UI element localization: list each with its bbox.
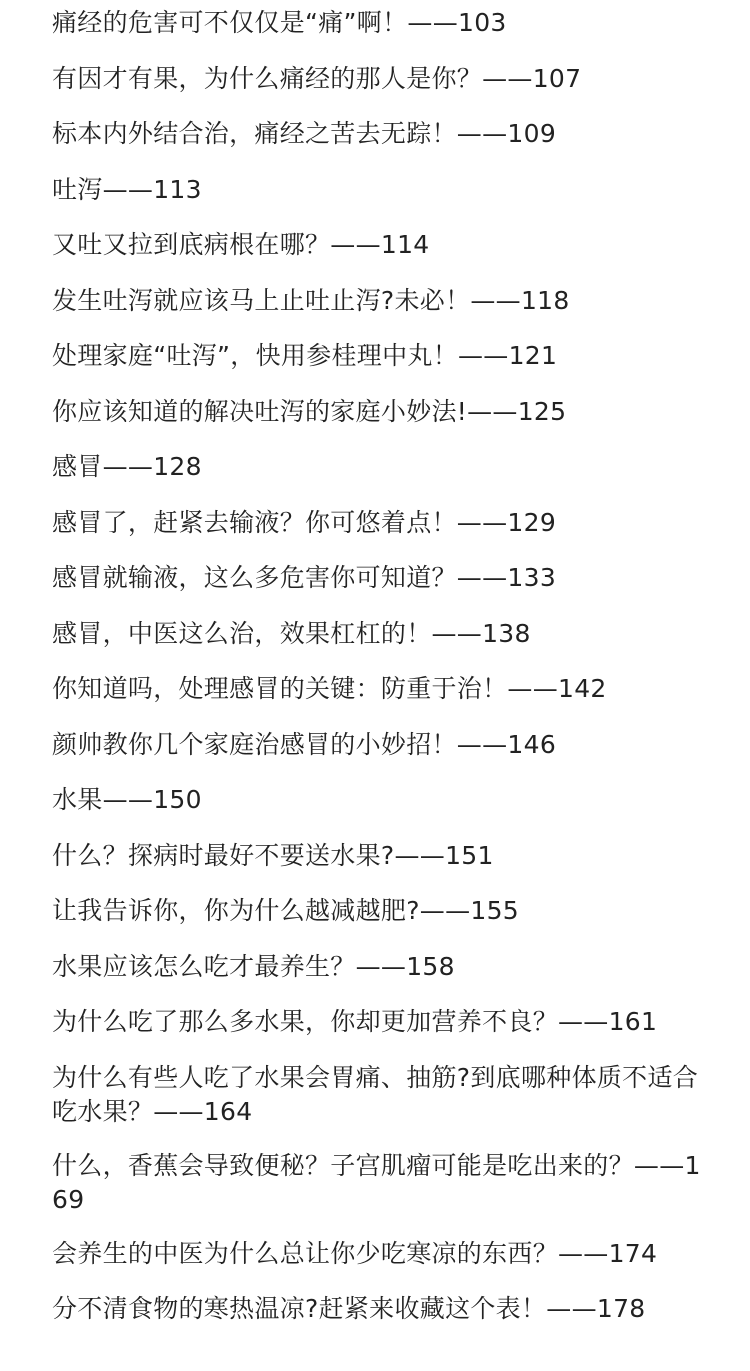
toc-entry[interactable]: 你知道吗，处理感冒的关键：防重于治！——142 [52, 674, 607, 703]
toc-entry[interactable]: 有因才有果，为什么痛经的那人是你？——107 [52, 63, 582, 93]
toc-entry[interactable]: 发生吐泻就应该马上止吐止泻?未必！——118 [52, 285, 570, 315]
toc-entry[interactable]: 分不清食物的寒热温凉?赶紧来收藏这个表！——178 [52, 1294, 646, 1323]
toc-entry[interactable]: 为什么有些人吃了水果会胃痛、抽筋?到底哪种体质不适合吃水果？——164 [52, 1062, 699, 1126]
toc-entry[interactable]: 水果——150 [52, 785, 202, 814]
toc-entry[interactable]: 处理家庭“吐泻”，快用参桂理中丸！——121 [52, 341, 558, 370]
toc-entry[interactable]: 颜帅教你几个家庭治感冒的小妙招！——146 [52, 729, 557, 759]
toc-entry[interactable]: 什么，香蕉会导致便秘？子宫肌瘤可能是吃出来的？——169 [52, 1150, 701, 1214]
toc-entry[interactable]: 会养生的中医为什么总让你少吃寒凉的东西？——174 [52, 1238, 658, 1268]
toc-entry[interactable]: 又吐又拉到底病根在哪？——114 [52, 230, 430, 259]
toc-entry[interactable]: 什么？探病时最好不要送水果?——151 [52, 840, 494, 870]
toc-entry[interactable]: 标本内外结合治，痛经之苦去无踪！——109 [52, 119, 557, 148]
toc-entry[interactable]: 水果应该怎么吃才最养生？——158 [52, 951, 455, 981]
toc-entry[interactable]: 让我告诉你，你为什么越减越肥?——155 [52, 896, 519, 925]
toc-entry[interactable]: 感冒，中医这么治，效果杠杠的！——138 [52, 618, 531, 648]
toc-entry[interactable]: 为什么吃了那么多水果，你却更加营养不良？——161 [52, 1007, 658, 1036]
toc-entry[interactable]: 感冒了，赶紧去输液？你可悠着点！——129 [52, 507, 557, 537]
toc-entry[interactable]: 感冒就输液，这么多危害你可知道？——133 [52, 563, 557, 592]
toc-entry[interactable]: 感冒——128 [52, 452, 202, 481]
toc-entry[interactable]: 吐泻——113 [52, 174, 202, 204]
toc-entry[interactable]: 痛经的危害可不仅仅是“痛”啊！——103 [52, 8, 507, 37]
toc-entry[interactable]: 你应该知道的解决吐泻的家庭小妙法!——125 [52, 396, 567, 426]
